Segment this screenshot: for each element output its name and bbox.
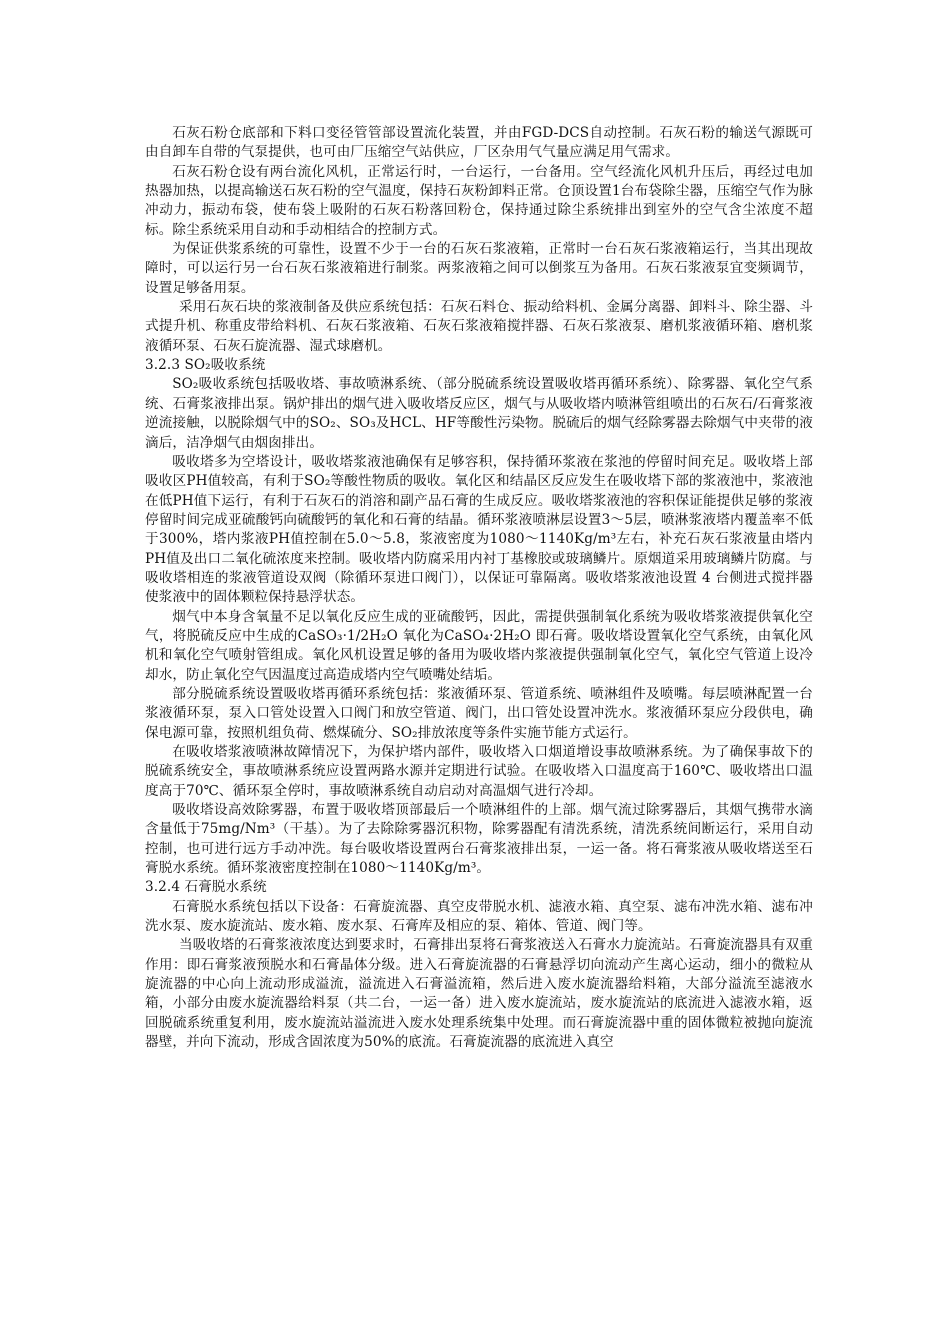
paragraph: 石灰石粉仓设有两台流化风机，正常运行时，一台运行，一台备用。空气经流化风机升压后，再经过电加热器加热，以提高输送石灰石粉的空气温度，保持石灰粉卸料正常。仓顶设置1台布袋除尘器，压缩空气作为脉冲动力，振动布袋，使布袋上吸附的石灰石粉落回粉仓，保持通过除尘系统排出到室外的空气含尘浓度不超标。除尘系统采用自动和手动相结合的控制方式。: [145, 163, 813, 238]
paragraph: 采用石灰石块的浆液制备及供应系统包括：石灰石料仓、振动给料机、金属分离器、卸料斗、除尘器、斗式提升机、称重皮带给料机、石灰石浆液箱、石灰石浆液箱搅拌器、石灰石浆液泵、磨机浆液循环箱、磨机浆液循环泵、石灰石旋流器、湿式球磨机。: [145, 299, 813, 354]
section-heading: 3.2.4 石膏脱水系统: [145, 879, 267, 896]
paragraph: 在吸收塔浆液喷淋故障情况下，为保护塔内部件，吸收塔入口烟道增设事故喷淋系统。为了确保事故下的脱硫系统安全，事故喷淋系统应设置两路水源并定期进行试验。在吸收塔入口温度高于160℃、吸收塔出口温度高于70℃、循环泵全停时，事故喷淋系统自动启动对高温烟气进行冷却。: [145, 744, 813, 799]
document-body: [145, 124, 813, 1053]
paragraph: 部分脱硫系统设置吸收塔再循环系统包括：浆液循环泵、管道系统、喷淋组件及喷嘴。每层喷淋配置一台浆液循环泵，泵入口管处设置入口阀门和放空管道、阀门，出口管处设置冲洗水。浆液循环泵应分段供电，确保电源可靠，按照机组负荷、燃煤硫分、SO₂排放浓度等条件实施节能方式运行。: [145, 685, 813, 741]
paragraph: 当吸收塔的石膏浆液浓度达到要求时，石膏排出泵将石膏浆液送入石膏水力旋流站。石膏旋流器具有双重作用：即石膏浆液预脱水和石膏晶体分级。进入石膏旋流器的石膏悬浮切向流动产生离心运动，细小的微粒从旋流器的中心向上流动形成溢流，溢流进入石膏溢流箱，然后进入废水旋流器给料箱，大部分溢流至滤液水箱，小部分由废水旋流器给料泵（共二台，一运一备）进入废水旋流站，废水旋流站的底流进入滤液水箱，返回脱硫系统重复利用，废水旋流站溢流进入废水处理系统集中处理。而石膏旋流器中重的固体微粒被抛向旋流器壁，并向下流动，形成含固浓度为50%的底流。石膏旋流器的底流进入真空: [145, 937, 813, 1051]
paragraph: 吸收塔多为空塔设计，吸收塔浆液池确保有足够容积，保持循环浆液在浆池的停留时间充足。吸收塔上部吸收区PH值较高，有利于SO₂等酸性物质的吸收。氧化区和结晶区反应发生在吸收塔下部的浆液池中，浆液池在低PH值下运行，有利于石灰石的消溶和副产品石膏的生成反应。吸收塔浆液池的容积保证能提供足够的浆液停留时间完成亚硫酸钙向硫酸钙的氧化和石膏的结晶。循环浆液喷淋层设置3～5层，喷淋浆液塔内覆盖率不低于300%，塔内浆液PH值控制在5.0～5.8，浆液密度为1080～1140Kg/m³左右，补充石灰石浆液量由塔内PH值及出口二氧化硫浓度来控制。吸收塔内防腐采用内衬丁基橡胶或玻璃鳞片。原烟道采用玻璃鳞片防腐。与吸收塔相连的浆液管道设双阀（除循环泵进口阀门），以保证可靠隔离。吸收塔浆液池设置 4 台侧进式搅拌器使浆液中的固体颗粒保持悬浮状态。: [145, 453, 813, 606]
paragraph: 为保证供浆系统的可靠性，设置不少于一台的石灰石浆液箱，正常时一台石灰石浆液箱运行，当其出现故障时，可以运行另一台石灰石浆液箱进行制浆。两浆液箱之间可以倒浆互为备用。石灰石浆液泵宜变频调节，设置足够备用泵。: [145, 241, 813, 296]
paragraph: SO₂吸收系统包括吸收塔、事故喷淋系统、（部分脱硫系统设置吸收塔再循环系统）、除雾器、氧化空气系统、石膏浆液排出泵。锅炉排出的烟气进入吸收塔反应区，烟气与从吸收塔内喷淋管组喷出的石灰石/石膏浆液逆流接触，以脱除烟气中的SO₂、SO₃及HCL、HF等酸性污染物。脱硫后的烟气经除雾器去除烟气中夹带的液滴后，洁净烟气由烟囱排出。: [145, 376, 813, 451]
section-heading: 3.2.3 SO₂吸收系统: [145, 357, 266, 374]
paragraph: 烟气中本身含氧量不足以氧化反应生成的亚硫酸钙，因此，需提供强制氧化系统为吸收塔浆液提供氧化空气，将脱硫反应中生成的CaSO₃·1/2H₂O 氧化为CaSO₄·2H₂O 即石膏。吸收塔设置氧化空气系统，由氧化风机和氧化空气喷射管组成。氧化风机设置足够的备用为吸收塔内浆液提供强制氧化空气，氧化空气管道上设冷却水，防止氧化空气因温度过高造成塔内空气喷嘴处结垢。: [145, 608, 813, 683]
paragraph: 吸收塔设高效除雾器，布置于吸收塔顶部最后一个喷淋组件的上部。烟气流过除雾器后，其烟气携带水滴含量低于75mg/Nm³（干基）。为了去除除雾器沉积物，除雾器配有清洗系统，清洗系统间断运行，采用自动控制，也可进行远方手动冲洗。每台吸收塔设置两台石膏浆液排出泵，一运一备。将石膏浆液从吸收塔送至石膏脱水系统。循环浆液密度控制在1080～1140Kg/m³。: [145, 802, 813, 877]
paragraph: 石灰石粉仓底部和下料口变径管管部设置流化装置，并由FGD-DCS自动控制。石灰石粉的输送气源既可由自卸车自带的气泵提供，也可由厂压缩空气站供应，厂区杂用气气量应满足用气需求。: [145, 125, 813, 161]
paragraph: 石膏脱水系统包括以下设备：石膏旋流器、真空皮带脱水机、滤液水箱、真空泵、滤布冲洗水箱、滤布冲洗水泵、废水旋流站、废水箱、废水泵、石膏库及相应的泵、箱体、管道、阀门等。: [145, 898, 813, 935]
